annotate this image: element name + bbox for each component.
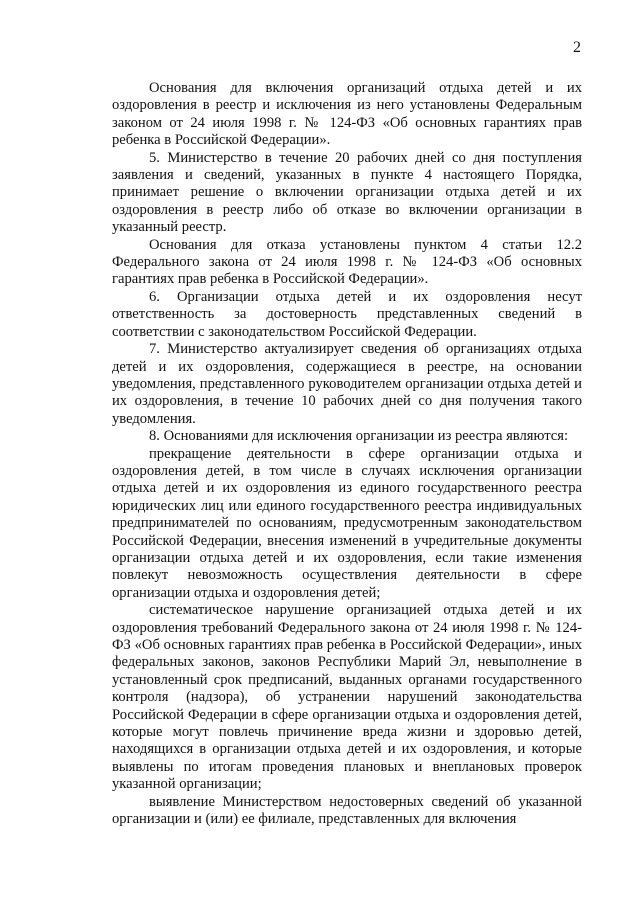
paragraph-termination: прекращение деятельности в сфере организации отдыха и оздоровления детей, в том числе в случаях исключения организации отдыха детей и их оздоровления из единого государственного реестра юридических лиц или единого государственного реестра индивидуальных предпринимателей по основаниям, предусмотренным законодательством Российской Федерации, внесения изменений в учредительные документы организации отдыха детей и их оздоровления, если такие изменения повлекут невозможность осуществления деятельности в сфере организации отдыха и оздоровления детей; — [112, 445, 582, 601]
paragraph-grounds-inclusion: Основания для включения организаций отдыха детей и их оздоровления в реестр и исключения из него установлены Федеральным законом от 24 июля 1998 г. № 124-ФЗ «Об основных гарантиях прав ребенка в Российской Федерации». — [112, 80, 582, 149]
paragraph-systematic-violation: систематическое нарушение организацией отдыха детей и их оздоровления требований Федерального закона от 24 июля 1998 г. № 124-ФЗ «Об основных гарантиях прав ребенка в Российской Федерации», иных федеральных законов, законов Республики Марий Эл, невыполнение в установленный срок предписаний, выданных органами государственного контроля (надзора), об устранении нарушений законодательства Российской Федерации в сфере организации отдыха и оздоровления детей, которые могут повлечь причинение вреда жизни и здоровью детей, находящихся в организации отдыха детей и их оздоровления, и которые выявлены по итогам проведения плановых и внеплановых проверок указанной организации; — [112, 602, 582, 793]
document-body — [112, 80, 582, 828]
paragraph-grounds-refusal: Основания для отказа установлены пунктом 4 статьи 12.2 Федерального закона от 24 июля 1998 г. № 124-ФЗ «Об основных гарантиях прав ребенка в Российской Федерации». — [112, 236, 582, 288]
page-number: 2 — [573, 39, 581, 56]
paragraph-item-8: 8. Основаниями для исключения организации из реестра являются: — [149, 428, 569, 445]
paragraph-false-information: выявление Министерством недостоверных сведений об указанной организации и (или) ее филиале, представленных для включения — [112, 793, 582, 828]
paragraph-item-6: 6. Организации отдыха детей и их оздоровления несут ответственность за достоверность представленных сведений в соответствии с законодательством Российской Федерации. — [112, 288, 582, 340]
paragraph-item-5: 5. Министерство в течение 20 рабочих дней со дня поступления заявления и сведений, указанных в пункте 4 настоящего Порядка, принимает решение о включении организации отдыха детей и их оздоровления в реестр либо об отказе во включении организации в указанный реестр. — [112, 149, 582, 236]
paragraph-item-7: 7. Министерство актуализирует сведения об организациях отдыха детей и их оздоровления, содержащиеся в реестре, на основании уведомления, представленного руководителем организации отдыха детей и их оздоровления, в течение 10 рабочих дней со дня получения такого уведомления. — [112, 341, 582, 427]
